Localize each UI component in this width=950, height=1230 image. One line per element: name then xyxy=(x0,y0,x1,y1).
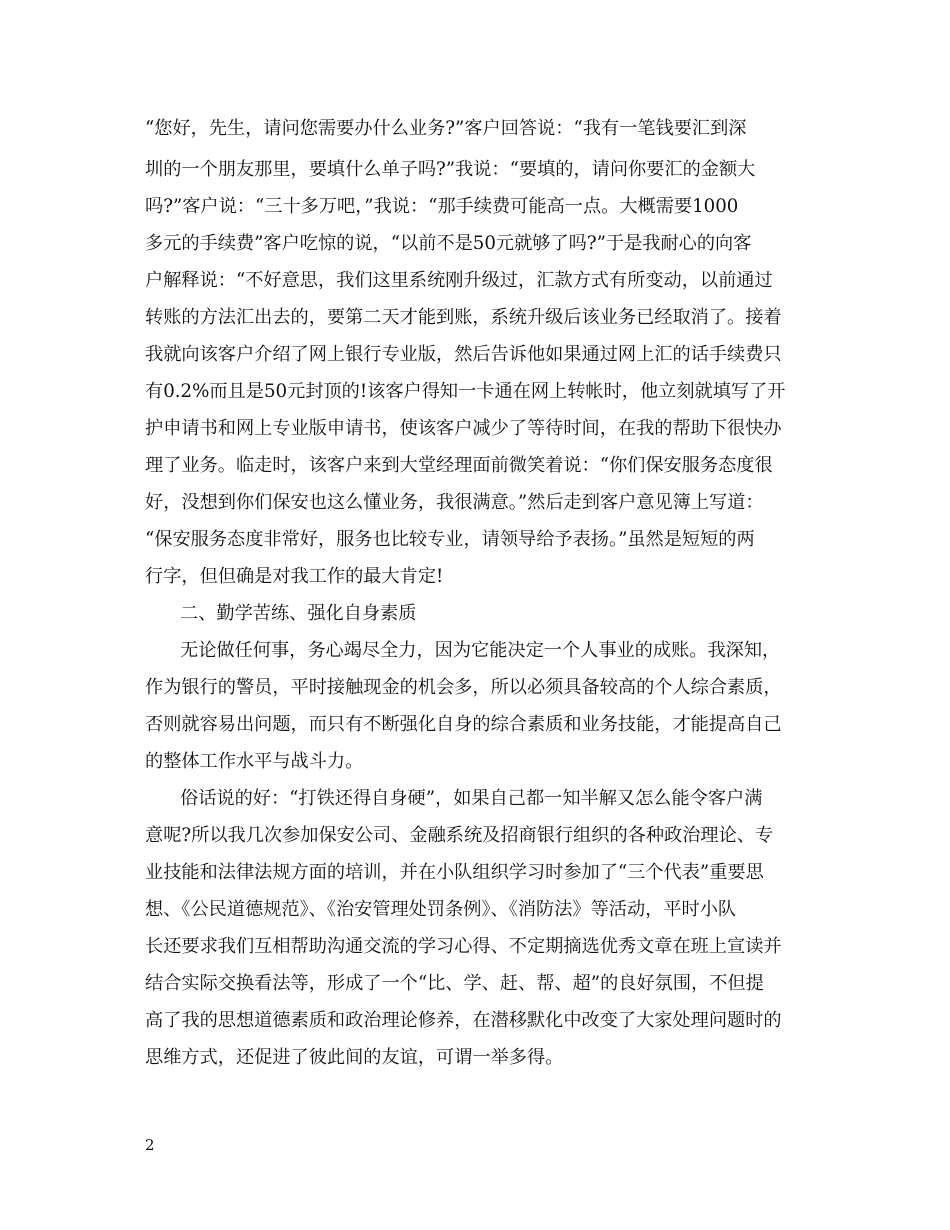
body-text-line: 作为银行的警员，平时接触现金的机会多，所以必须具备较高的个人综合素质， xyxy=(145,677,782,698)
body-text-line: 多元的手续费”客户吃惊的说，“以前不是50元就够了吗?”于是我耐心的向客 xyxy=(145,233,752,254)
body-text-line: 有0.2%而且是50元封顶的!该客户得知一卡通在网上转帐时，他立刻就填写了开 xyxy=(145,381,786,402)
body-text-line: “保安服务态度非常好，服务也比较专业，请领导给予表扬。”虽然是短短的两 xyxy=(145,529,755,550)
body-text-line: 结合实际交换看法等，形成了一个“比、学、赶、帮、超”的良好氛围，不但提 xyxy=(145,973,764,994)
body-text-line: 俗话说的好：“打铁还得自身硬”，如果自己都一知半解又怎么能令客户满 xyxy=(180,788,763,809)
body-text-line: 好，没想到你们保安也这么懂业务，我很满意。”然后走到客户意见簿上写道： xyxy=(145,492,764,513)
body-text-line: 否则就容易出问题，而只有不断强化自身的综合素质和业务技能，才能提高自己 xyxy=(145,714,782,735)
body-text-line: 圳的一个朋友那里，要填什么单子吗?”我说：“要填的，请问你要汇的金额大 xyxy=(145,159,756,180)
body-text-line: 想、《公民道德规范》、《治安管理处罚条例》、《消防法》等活动，平时小队 xyxy=(145,899,737,920)
body-text-line: 思维方式，还促进了彼此间的友谊，可谓一举多得。 xyxy=(145,1047,564,1068)
section-heading: 二、勤学苦练、强化自身素质 xyxy=(180,603,417,624)
body-text-line: 业技能和法律法规方面的培训，并在小队组织学习时参加了“三个代表”重要思 xyxy=(145,862,764,883)
body-text-line: 长还要求我们互相帮助沟通交流的学习心得、不定期摘选优秀文章在班上宣读并 xyxy=(145,936,782,957)
body-text-line: 户解释说：“不好意思，我们这里系统刚升级过，汇款方式有所变动，以前通过 xyxy=(145,270,773,291)
body-text-line: 高了我的思想道德素质和政治理论修养，在潜移默化中改变了大家处理问题时的 xyxy=(145,1010,782,1031)
body-text-line: 理了业务。临走时，该客户来到大堂经理面前微笑着说：“你们保安服务态度很 xyxy=(145,455,773,476)
body-text-line: 我就向该客户介绍了网上银行专业版，然后告诉他如果通过网上汇的话手续费只 xyxy=(145,344,782,365)
body-text-line: 的整体工作水平与战斗力。 xyxy=(145,751,364,772)
body-text-line: “您好，先生，请问您需要办什么业务?”客户回答说：“我有一笔钱要汇到深 xyxy=(145,118,747,139)
body-text-line: 行字，但但确是对我工作的最大肯定! xyxy=(145,566,444,587)
body-text-line: 意呢?所以我几次参加保安公司、金融系统及招商银行组织的各种政治理论、专 xyxy=(145,825,774,846)
page-number: 2 xyxy=(145,1136,155,1154)
body-text-line: 吗?”客户说：“三十多万吧，”我说：“那手续费可能高一点。大概需要1000 xyxy=(145,196,739,217)
body-text-line: 转账的方法汇出去的，要第二天才能到账，系统升级后该业务已经取消了。接着 xyxy=(145,307,782,328)
body-text-line: 无论做任何事，务心竭尽全力，因为它能决定一个人事业的成账。我深知， xyxy=(180,640,781,661)
body-text-line: 护申请书和网上专业版申请书，使该客户减少了等待时间，在我的帮助下很快办 xyxy=(145,418,782,439)
